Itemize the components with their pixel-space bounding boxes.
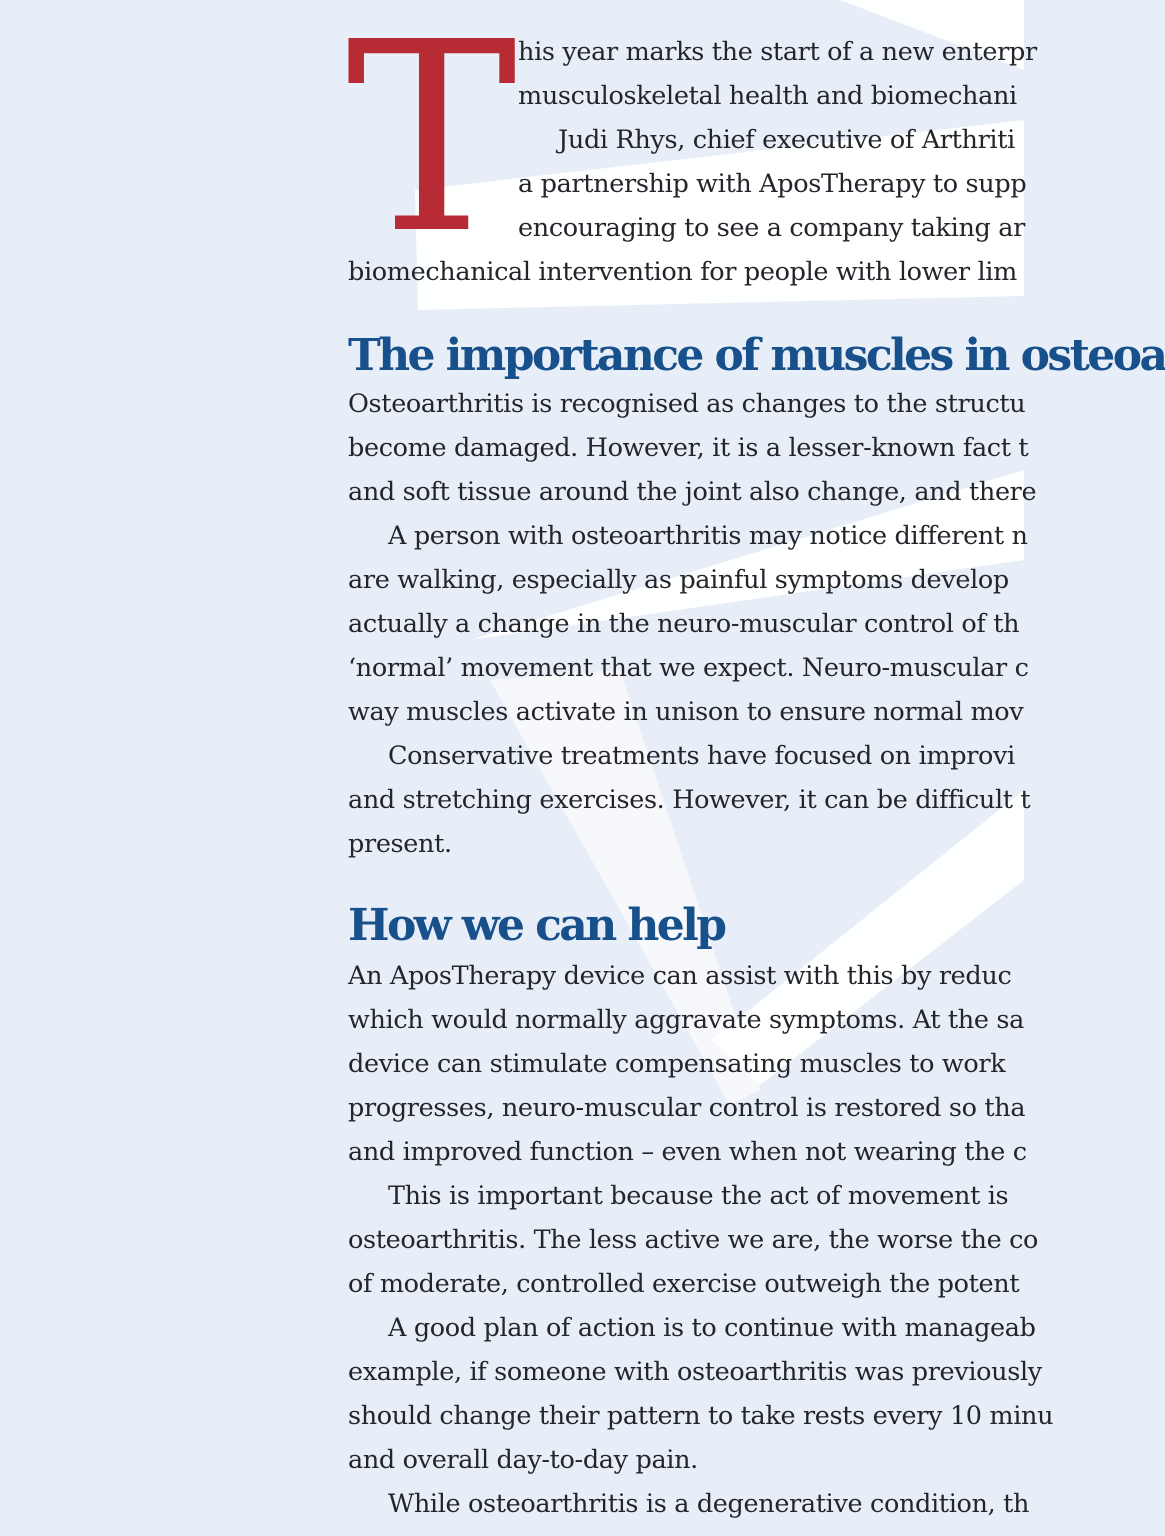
section2-line-6: This is important because the act of movement is bbox=[388, 1181, 1009, 1211]
section1-line-8: way muscles activate in unison to ensure normal mov bbox=[348, 697, 1024, 727]
section1-line-5: are walking, especially as painful symptoms develop bbox=[348, 565, 1009, 595]
section2-line-9: A good plan of action is to continue with manageab bbox=[388, 1313, 1036, 1343]
section1-line-3: and soft tissue around the joint also change, and there bbox=[348, 477, 1037, 507]
section2-line-13: While osteoarthritis is a degenerative condition, th bbox=[388, 1489, 1030, 1519]
intro-line-4: a partnership with AposTherapy to supp bbox=[518, 169, 1027, 199]
section1-line-4: A person with osteoarthritis may notice different n bbox=[388, 521, 1028, 551]
intro-line-2: musculoskeletal health and biomechani bbox=[518, 81, 1017, 111]
intro-line-6: biomechanical intervention for people with lower lim bbox=[348, 257, 1017, 287]
section1-line-1: Osteoarthritis is recognised as changes to the structu bbox=[348, 389, 1026, 419]
section2-line-7: osteoarthritis. The less active we are, the worse the co bbox=[348, 1225, 1039, 1255]
section1-line-11: present. bbox=[348, 829, 452, 859]
section1-line-10: and stretching exercises. However, it can be difficult t bbox=[348, 785, 1031, 815]
section2-line-8: of moderate, controlled exercise outweigh the potent bbox=[348, 1269, 1020, 1299]
section2-line-1: An AposTherapy device can assist with this by reduc bbox=[348, 961, 1012, 991]
section2-line-4: progresses, neuro-muscular control is restored so tha bbox=[348, 1093, 1026, 1123]
section1-line-7: ‘normal’ movement that we expect. Neuro-muscular c bbox=[348, 653, 1029, 683]
section1-line-2: become damaged. However, it is a lesser-known fact t bbox=[348, 433, 1029, 463]
section2-line-2: which would normally aggravate symptoms. At the sa bbox=[348, 1005, 1024, 1035]
intro-line-1: his year marks the start of a new enterpr bbox=[518, 37, 1037, 67]
section2-line-5: and improved function – even when not wearing the c bbox=[348, 1137, 1027, 1167]
section2-line-11: should change their pattern to take rests every 10 minu bbox=[348, 1401, 1054, 1431]
intro-line-5: encouraging to see a company taking ar bbox=[518, 213, 1025, 243]
section-heading-muscles: The importance of muscles in osteoa bbox=[348, 330, 1165, 381]
intro-line-3: Judi Rhys, chief executive of Arthriti bbox=[558, 125, 1015, 155]
section1-line-6: actually a change in the neuro-muscular control of th bbox=[348, 609, 1020, 639]
section1-line-9: Conservative treatments have focused on improvi bbox=[388, 741, 1015, 771]
section2-line-12: and overall day-to-day pain. bbox=[348, 1445, 698, 1475]
drop-cap: T bbox=[346, 0, 518, 291]
section-heading-help: How we can help bbox=[348, 900, 725, 951]
section2-line-3: device can stimulate compensating muscles to work bbox=[348, 1049, 1006, 1079]
section2-line-10: example, if someone with osteoarthritis was previously bbox=[348, 1357, 1042, 1387]
